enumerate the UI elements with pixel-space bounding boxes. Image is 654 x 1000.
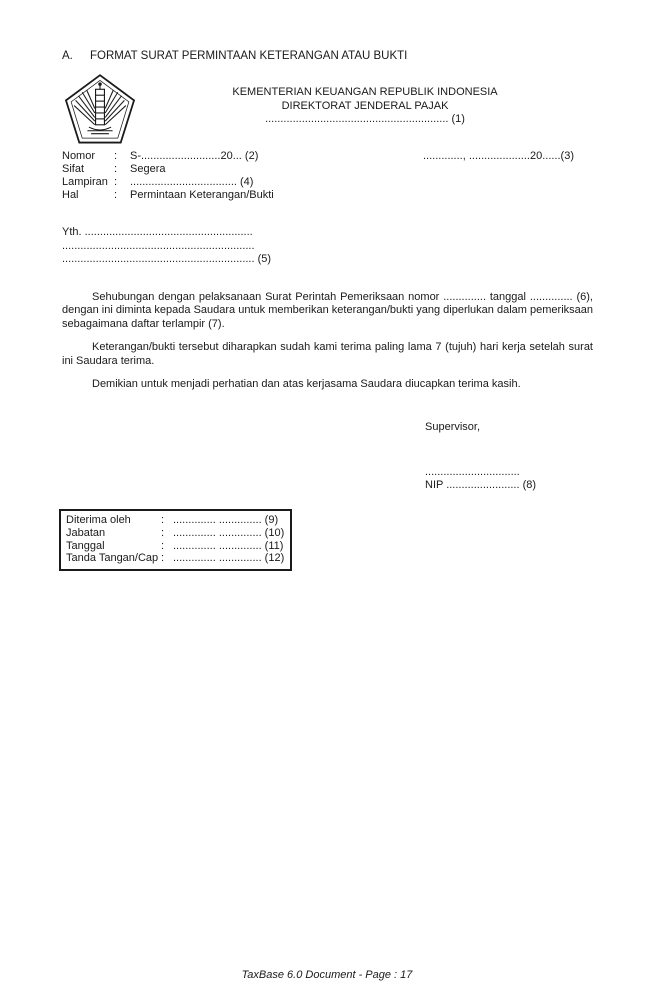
reference-row-hal	[62, 189, 274, 202]
receipt-label: Tanda Tangan/Cap	[66, 552, 159, 565]
ref-colon: :	[114, 176, 118, 188]
recipient-block	[62, 226, 271, 267]
receipt-colon: :	[161, 514, 165, 526]
signature-name-line: ...............................	[425, 466, 520, 478]
place-date-line: ............., ....................20......(3)	[423, 150, 574, 162]
receipt-label: Tanggal	[66, 539, 105, 552]
kemenkeu-logo-icon	[63, 73, 137, 147]
letterhead-directorate: DIREKTORAT JENDERAL PAJAK	[281, 99, 449, 112]
section-heading	[62, 50, 407, 63]
section-title: FORMAT SURAT PERMINTAAN KETERANGAN ATAU BUKTI	[90, 50, 408, 62]
ref-label: Lampiran	[62, 176, 108, 188]
receipt-box	[59, 509, 292, 571]
ref-value: ................................... (4)	[130, 176, 254, 188]
receipt-value: .............. .............. (12)	[173, 552, 285, 565]
receipt-value: .............. .............. (9)	[173, 514, 279, 526]
signature-block	[425, 421, 536, 492]
signature-nip-line: NIP ........................ (8)	[425, 479, 537, 491]
receipt-label: Jabatan	[66, 526, 106, 539]
ref-value: S-..........................20... (2)	[130, 150, 259, 162]
ref-colon: :	[114, 150, 118, 162]
recipient-line: ............................................................... (5)	[62, 253, 272, 265]
ref-colon: :	[114, 163, 118, 175]
reference-row-lampiran	[62, 176, 274, 189]
ref-label: Hal	[62, 189, 79, 201]
receipt-row-tanda-tangan	[66, 552, 285, 565]
receipt-colon: :	[161, 539, 165, 552]
receipt-row-tanggal	[66, 540, 285, 553]
letterhead-unit-line: ............................................................ (1)	[265, 113, 465, 125]
reference-block	[62, 150, 274, 202]
receipt-value: .............. .............. (10)	[173, 526, 285, 539]
section-label: A.	[62, 50, 73, 62]
receipt-row-diterima-oleh	[66, 514, 285, 527]
letter-body	[62, 291, 593, 401]
receipt-row-jabatan	[66, 527, 285, 540]
signature-title: Supervisor,	[425, 421, 481, 433]
ref-value: Permintaan Keterangan/Bukti	[130, 189, 274, 201]
ref-label: Nomor	[62, 150, 96, 162]
letterhead-ministry: KEMENTERIAN KEUANGAN REPUBLIK INDONESIA	[232, 86, 498, 98]
signature-space	[425, 434, 536, 466]
body-paragraph: Sehubungan dengan pelaksanaan Surat Perintah Pemeriksaan nomor .............. tanggal .............. (6), dengan ini diminta kepada Saudara untuk memberikan keterangan/bukti yang diperlukan dalam pemeriksaan sebagaimana daftar terlampir (7).	[62, 291, 593, 330]
reference-row-sifat	[62, 163, 274, 176]
page-footer: TaxBase 6.0 Document - Page : 17	[241, 969, 413, 981]
receipt-colon: :	[161, 552, 165, 565]
body-paragraph: Keterangan/bukti tersebut diharapkan sudah kami terima paling lama 7 (tujuh) hari kerja setelah surat ini Saudara terima.	[62, 341, 593, 367]
body-paragraph: Demikian untuk menjadi perhatian dan atas kerjasama Saudara diucapkan terima kasih.	[92, 378, 521, 391]
reference-row-nomor	[62, 150, 274, 163]
ref-label: Sifat	[62, 163, 85, 175]
letterhead	[230, 86, 500, 127]
receipt-value: .............. .............. (11)	[173, 539, 284, 552]
recipient-line: ...............................................................	[62, 239, 255, 252]
receipt-label: Diterima oleh	[66, 514, 131, 526]
receipt-colon: :	[161, 526, 165, 539]
ref-value: Segera	[130, 163, 166, 175]
ref-colon: :	[114, 189, 118, 201]
recipient-line: Yth. .......................................................	[62, 226, 253, 238]
